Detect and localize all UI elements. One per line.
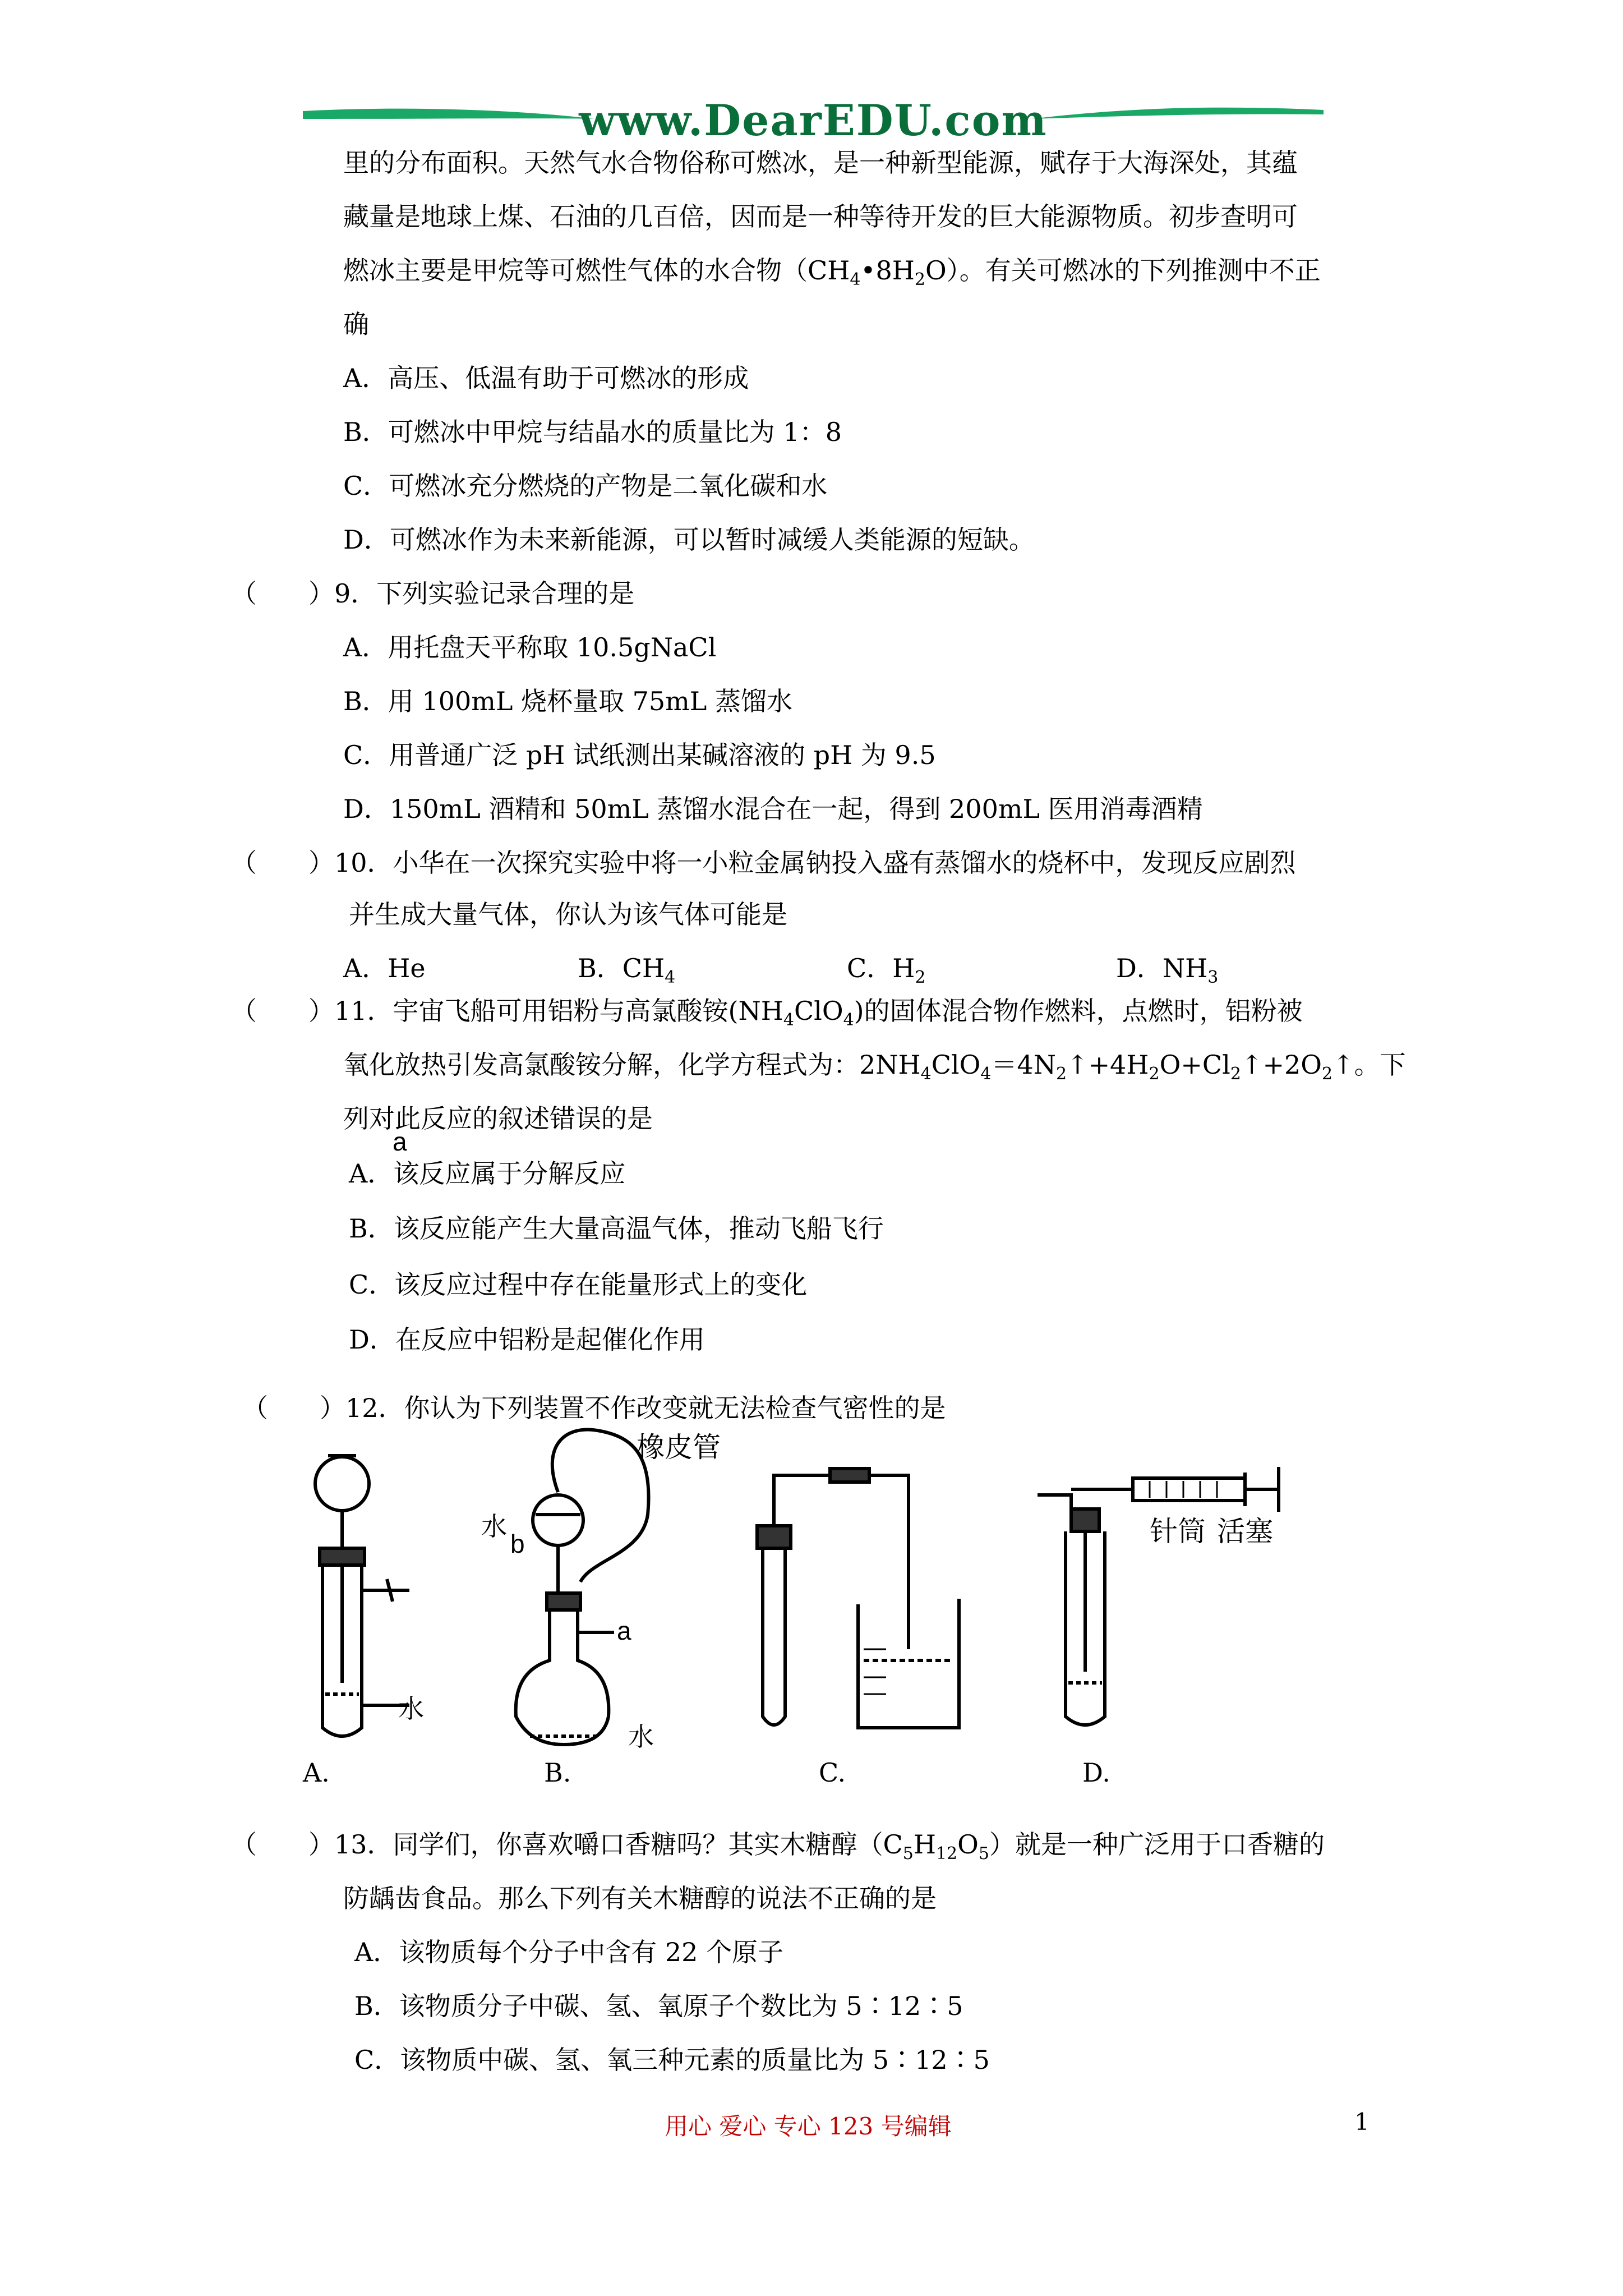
q13-stem-1: （ ）13．同学们，你喜欢嚼口香糖吗？其实木糖醇$(C_5H_{12}O_5)$就是一种广泛用于口香糖的 <box>231 1829 1325 1864</box>
apparatus-c-figure <box>746 1464 1060 1745</box>
q10-option-a: A．He <box>343 953 426 983</box>
q8-line-3: 燃冰主要是甲烷等可燃性气体的水合物$(CH_4•8H_2O)$。有关可燃冰的下列推测中不正 <box>343 255 1321 289</box>
q8-line-1: 里的分布面积。天然气水合物俗称可燃冰，是一种新型能源，赋存于大海深处，其蕴 <box>343 148 1298 178</box>
apparatus-b-water-label-2: 水 <box>628 1722 654 1751</box>
apparatus-a-label-a: a <box>393 1127 407 1156</box>
q11-option-b: B．该反应能产生大量高温气体，推动飞船飞行 <box>349 1213 884 1244</box>
q10-option-b: B．$CH_4$ <box>578 953 676 987</box>
apparatus-a-figure <box>297 1447 454 1750</box>
q11-option-c: C．该反应过程中存在能量形式上的变化 <box>349 1269 808 1300</box>
q10-stem-1: （ ）10．小华在一次探究实验中将一小粒金属钠投入盛有蒸馏水的烧杯中，发现反应剧烈 <box>231 848 1296 878</box>
q11-stem-3: 列对此反应的叙述错误的是 <box>343 1103 653 1134</box>
apparatus-d-option: D. <box>1082 1757 1110 1788</box>
q11-option-d: D．在反应中铝粉是起催化作用 <box>349 1324 705 1355</box>
q13-option-b: B．该物质分子中碳、氢、氧原子个数比为 5∶12∶5 <box>354 1991 963 2021</box>
plunger-label: 活塞 <box>1217 1516 1273 1547</box>
rubber-tube-label: 橡皮管 <box>637 1432 721 1463</box>
q9-option-d: D．150mL 酒精和 50mL 蒸馏水混合在一起，得到 200mL 医用消毒酒精 <box>343 794 1203 824</box>
q13-option-c: C．该物质中碳、氢、氧三种元素的质量比为 5∶12∶5 <box>354 2045 990 2075</box>
q9-option-b: B．用 100mL 烧杯量取 75mL 蒸馏水 <box>343 686 792 716</box>
q8-option-a: A．高压、低温有助于可燃冰的形成 <box>343 363 749 393</box>
apparatus-d-figure <box>1032 1447 1290 1739</box>
footer-text: 用心 爱心 专心 123 号编辑 <box>665 2113 952 2140</box>
q11-stem-1: （ ）11．宇宙飞船可用铝粉与高氯酸铵$(NH_4ClO_4)$的固体混合物作燃料，点燃时，铝粉被 <box>231 996 1303 1030</box>
apparatus-b-label-b: b <box>510 1529 525 1558</box>
apparatus-a-water-label: 水 <box>398 1694 424 1723</box>
apparatus-b-label-a: a <box>617 1616 631 1645</box>
q8-option-c: C．可燃冰充分燃烧的产物是二氧化碳和水 <box>343 471 828 501</box>
q11-option-a: A．该反应属于分解反应 <box>349 1158 626 1189</box>
apparatus-b-figure <box>508 1425 665 1761</box>
q11-stem-2: 氧化放热引发高氯酸铵分解，化学方程式为：$2NH_4ClO_4=4N_2↑+4H_2O+Cl_2↑+2O_2↑$。下 <box>343 1050 1406 1084</box>
q13-option-a: A．该物质每个分子中含有 22 个原子 <box>354 1937 783 1967</box>
q10-option-d: D．$NH_3$ <box>1116 953 1219 987</box>
syringe-label: 针筒 <box>1150 1516 1206 1547</box>
q9-stem: （ ）9．下列实验记录合理的是 <box>231 578 635 609</box>
site-header-logo <box>303 90 1324 151</box>
apparatus-a-option: A. <box>303 1757 330 1788</box>
q8-line-2: 藏量是地球上煤、石油的几百倍，因而是一种等待开发的巨大能源物质。初步查明可 <box>343 201 1298 232</box>
apparatus-b-water-label-1: 水 <box>481 1512 507 1541</box>
q8-option-d: D．可燃冰作为未来新能源，可以暂时减缓人类能源的短缺。 <box>343 524 1035 555</box>
q10-stem-2: 并生成大量气体，你认为该气体可能是 <box>349 899 787 930</box>
site-url: www.DearEDU.com <box>579 95 1048 145</box>
q8-line-4: 确 <box>343 309 369 339</box>
apparatus-c-option: C. <box>819 1757 846 1788</box>
q9-option-c: C．用普通广泛 pH 试纸测出某碱溶液的 pH 为 9.5 <box>343 740 936 770</box>
q9-option-a: A．用托盘天平称取 10.5gNaCl <box>343 632 717 662</box>
q10-option-c: C．$H_2$ <box>847 953 926 987</box>
q8-option-b: B．可燃冰中甲烷与结晶水的质量比为 1：8 <box>343 417 842 447</box>
apparatus-b-option: B. <box>544 1757 571 1788</box>
q12-stem: （ ）12．你认为下列装置不作改变就无法检查气密性的是 <box>242 1393 946 1423</box>
page-number: 1 <box>1354 2108 1370 2136</box>
q13-stem-2: 防龋齿食品。那么下列有关木糖醇的说法不正确的是 <box>343 1883 937 1913</box>
